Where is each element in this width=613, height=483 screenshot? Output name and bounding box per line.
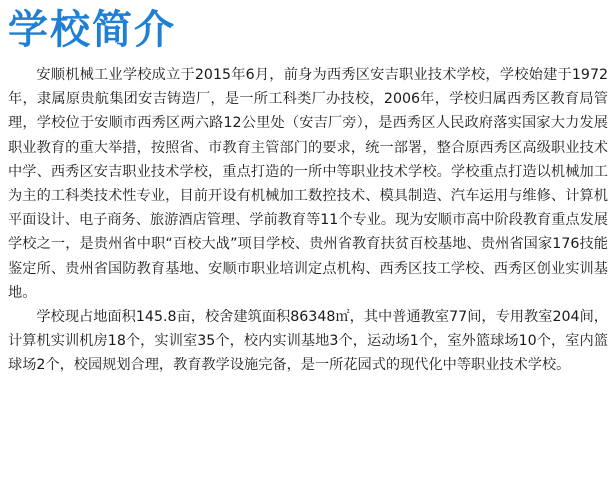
document-body <box>8 63 608 378</box>
paragraph-school-facilities: 学校现占地面积145.8亩，校舍建筑面积86348㎡，其中普通教室77间，专用教室204间，计算机实训机房18个，实训室35个，校内实训基地3个，运动场1个，室外篮球场10个，室内篮球场2个，校园规划合理，教育教学设施完备，是一所花园式的现代化中等职业技术学校。 <box>8 309 608 374</box>
page-title: 学校简介 <box>8 7 176 53</box>
paragraph-school-history: 安顺机械工业学校成立于2015年6月，前身为西秀区安吉职业技术学校，学校始建于1972年，隶属原贵航集团安吉铸造厂，是一所工科类厂办技校，2006年，学校归属西秀区教育局管理，学校位于安顺市西秀区两六路12公里处（安吉厂旁），是西秀区人民政府落实国家大力发展职业教育的重大举措，按照省、市教育主管部门的要求，统一部署，整合原西秀区高级职业技术中学、西秀区安吉职业技术学校，重点打造的一所中等职业技术学校。学校重点打造以机械加工为主的工科类技术性专业，目前开设有机械加工数控技术、模具制造、汽车运用与维修、计算机平面设计、电子商务、旅游酒店管理、学前教育等11个专业。现为安顺市高中阶段教育重点发展学校之一，是贵州省中职“百校大战”项目学校、贵州省教育扶贫百校基地、贵州省国家176技能鉴定所、贵州省国防教育基地、安顺市职业培训定点机构、西秀区技工学校、西秀区创业实训基地。 <box>8 67 608 301</box>
